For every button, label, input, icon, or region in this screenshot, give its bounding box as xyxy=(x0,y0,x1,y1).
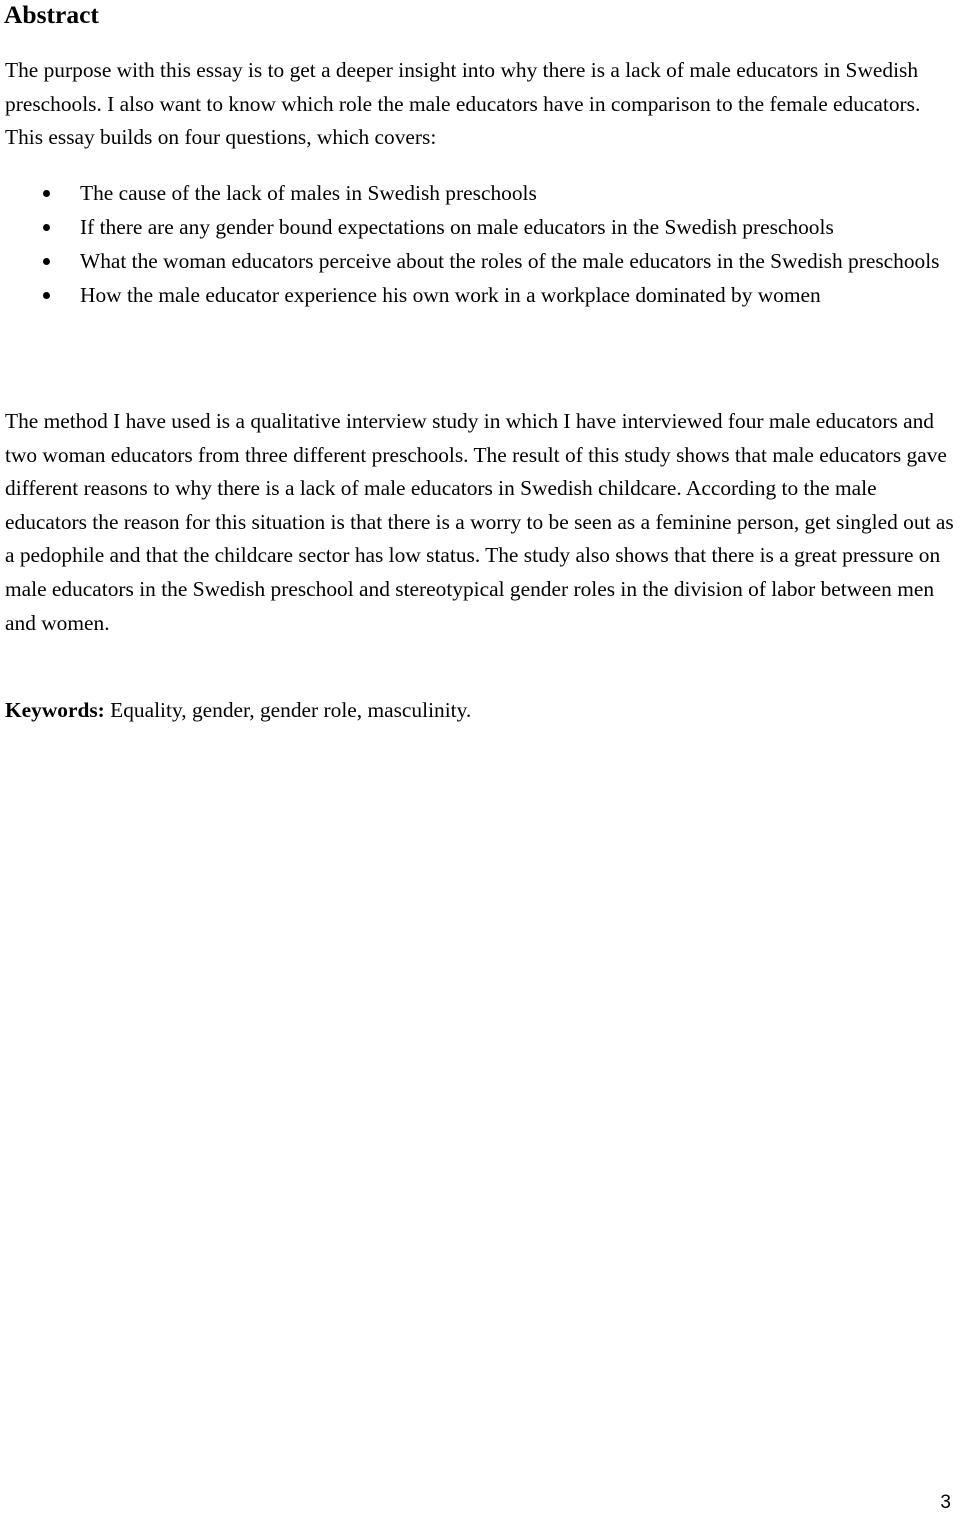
bullet-icon xyxy=(43,258,50,265)
question-text: How the male educator experience his own work in a workplace dominated by women xyxy=(80,283,821,307)
keywords-label: Keywords: xyxy=(5,698,105,722)
bullet-icon xyxy=(43,190,50,197)
bullet-icon xyxy=(43,292,50,299)
bullet-icon xyxy=(43,224,50,231)
list-item xyxy=(0,176,960,210)
keywords-line xyxy=(5,694,960,728)
page-number: 3 xyxy=(940,1492,951,1513)
question-text: If there are any gender bound expectations on male educators in the Swedish preschools xyxy=(80,215,834,239)
list-item xyxy=(0,278,960,312)
intro-paragraph: The purpose with this essay is to get a deeper insight into why there is a lack of male educators in Swedish preschools. I also want to know which role the male educators have in comparison to the female educators. This essay builds on four questions, which covers: xyxy=(5,58,921,150)
method-results-paragraph: The method I have used is a qualitative interview study in which I have interviewed four male educators and two woman educators from three different preschools. The result of this study shows that male educators gave different reasons to why there is a lack of male educators in Swedish childcare. According to the male educators the reason for this situation is that there is a worry to be seen as a feminine person, get singled out as a pedophile and that the childcare sector has low status. The study also shows that there is a great pressure on male educators in the Swedish preschool and stereotypical gender roles in the division of labor between men and women. xyxy=(5,409,954,635)
list-item xyxy=(0,210,960,244)
question-text: What the woman educators perceive about the roles of the male educators in the Swedish preschools xyxy=(80,249,940,273)
keywords-text: Equality, gender, gender role, masculinity. xyxy=(104,698,472,722)
question-text: The cause of the lack of males in Swedish preschools xyxy=(80,181,537,205)
list-item xyxy=(0,244,960,278)
questions-list xyxy=(0,176,960,312)
abstract-heading: Abstract xyxy=(4,0,99,29)
